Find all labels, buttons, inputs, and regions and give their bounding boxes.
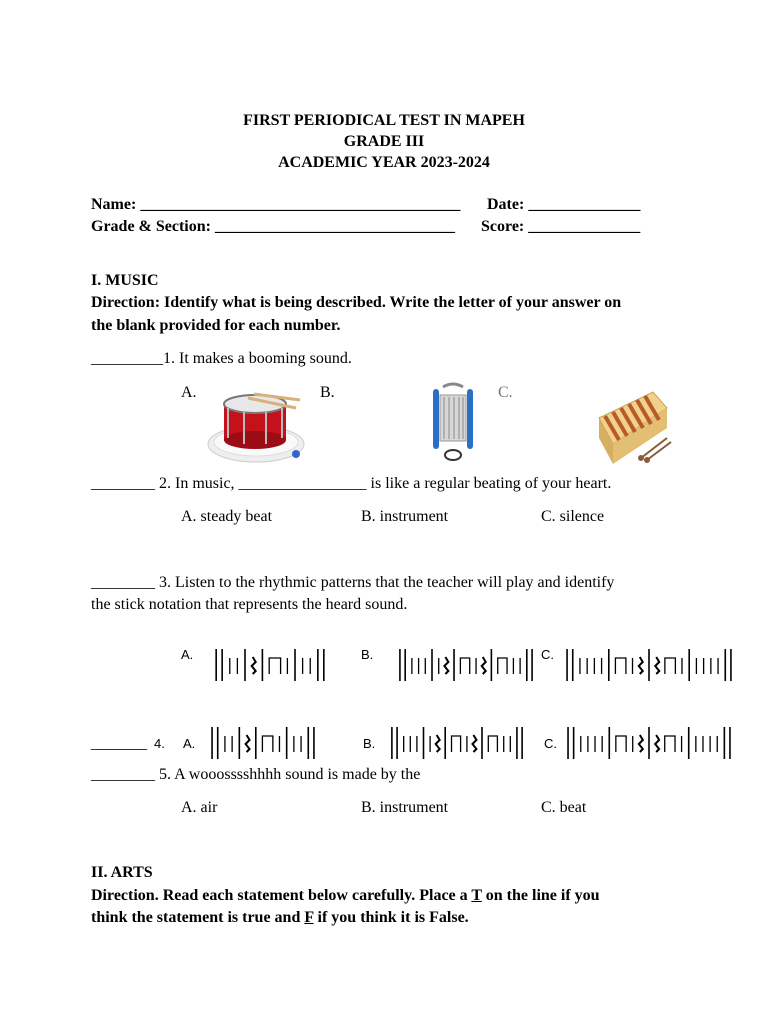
q3-option-b-label: B.: [361, 647, 374, 662]
eighth-pair: [460, 658, 469, 674]
q3-option-a-label: A.: [181, 647, 194, 662]
rest: [655, 735, 659, 752]
rest: [246, 735, 250, 752]
grade-section-label: Grade & Section:: [91, 218, 211, 235]
q1-option-b-label: B.: [320, 384, 335, 401]
q2-option-c: C. silence: [541, 508, 605, 525]
answer-blank-2[interactable]: ________: [91, 475, 155, 492]
eighth-pair: [452, 736, 461, 752]
answer-blank-4[interactable]: _______: [91, 735, 147, 752]
eighth-pair: [665, 658, 675, 674]
q4-option-b-stick-notation: [390, 725, 524, 761]
rest: [252, 657, 256, 674]
title-line-3: ACADEMIC YEAR 2023-2024: [278, 154, 490, 171]
date-label: Date:: [487, 196, 525, 213]
q1-option-c-label: C.: [498, 384, 513, 401]
eighth-pair: [269, 658, 280, 674]
snare-drum-image: [204, 378, 308, 466]
q4-option-c-stick-notation: [566, 725, 732, 761]
false-letter: F: [304, 909, 314, 926]
score-label: Score:: [481, 218, 525, 235]
arts-direction-2-end: if you think it is False.: [317, 909, 469, 926]
title-line-1: FIRST PERIODICAL TEST IN MAPEH: [243, 112, 525, 129]
question-1-text: 1. It makes a booming sound.: [163, 350, 352, 367]
score-line[interactable]: ______________: [528, 218, 641, 235]
question-3-text-line-2: the stick notation that represents the heard sound.: [91, 596, 408, 613]
rest: [436, 735, 440, 752]
arts-direction-1-start: Direction. Read each statement below carefully. Place a: [91, 887, 468, 904]
question-3-text-line-1: 3. Listen to the rhythmic patterns that the teacher will play and identify: [159, 574, 615, 591]
q4-option-b-label: B.: [363, 736, 376, 751]
xylophone-image: [591, 378, 678, 466]
answer-blank-1[interactable]: _________: [91, 350, 163, 367]
question-2-text-start: 2. In music,: [159, 475, 235, 492]
rest: [639, 657, 643, 674]
rest: [482, 657, 486, 674]
arts-direction-line-2: [91, 909, 469, 927]
arts-direction-2-start: think the statement is true and: [91, 909, 301, 926]
q4-option-a-label: A.: [183, 736, 196, 751]
q2-option-b: B. instrument: [361, 508, 449, 525]
grade-section-field: [91, 218, 455, 236]
eighth-pair: [498, 658, 507, 674]
question-1: [91, 350, 352, 368]
rest: [472, 735, 476, 752]
q5-option-c: C. beat: [541, 799, 587, 816]
rest: [444, 657, 448, 674]
question-2: [91, 475, 611, 493]
name-label: Name:: [91, 196, 137, 213]
question-5: [91, 766, 420, 784]
q4-option-a-stick-notation: [210, 725, 316, 761]
question-4-number: 4.: [154, 736, 165, 751]
eighth-pair: [488, 736, 497, 752]
q3-option-c-label: C.: [541, 647, 554, 662]
q3-option-c-stick-notation: [565, 647, 733, 683]
eighth-pair: [262, 736, 272, 752]
title-line-2: GRADE III: [343, 133, 425, 150]
eighth-pair: [615, 658, 625, 674]
arts-direction-line-1: [91, 887, 600, 905]
arts-direction-1-end: on the line if you: [485, 887, 600, 904]
question-2-inline-blank: ________________: [238, 475, 367, 492]
rest: [655, 657, 659, 674]
q3-option-a-stick-notation: [214, 647, 326, 683]
q3-option-b-stick-notation: [398, 647, 534, 683]
answer-blank-5[interactable]: ________: [91, 766, 155, 783]
date-line[interactable]: ______________: [528, 196, 641, 213]
grade-section-line[interactable]: ______________________________: [214, 218, 455, 235]
name-field: [91, 196, 460, 214]
eighth-pair: [665, 736, 675, 752]
arts-heading: II. ARTS: [91, 864, 153, 881]
question-2-text-end: is like a regular beating of your heart.: [370, 475, 612, 492]
music-direction-line-2: the blank provided for each number.: [91, 317, 341, 334]
q5-option-a: A. air: [181, 799, 218, 816]
rest: [639, 735, 643, 752]
eighth-pair: [616, 736, 626, 752]
music-direction-line-1: Direction: Identify what is being described. Write the letter of your answer on: [91, 294, 622, 311]
q4-option-c-label: C.: [544, 736, 557, 751]
q1-option-a-label: A.: [181, 384, 197, 401]
q5-option-b: B. instrument: [361, 799, 449, 816]
music-heading: I. MUSIC: [91, 272, 159, 289]
date-field: [487, 196, 640, 214]
name-line[interactable]: ________________________________________: [140, 196, 461, 213]
bell-lyre-image: [403, 381, 505, 465]
question-3: [91, 574, 614, 592]
score-field: [481, 218, 640, 236]
true-letter: T: [471, 887, 482, 904]
q2-option-a: A. steady beat: [181, 508, 273, 525]
question-5-text: 5. A wooosssshhhh sound is made by the: [159, 766, 421, 783]
answer-blank-3[interactable]: ________: [91, 574, 155, 591]
